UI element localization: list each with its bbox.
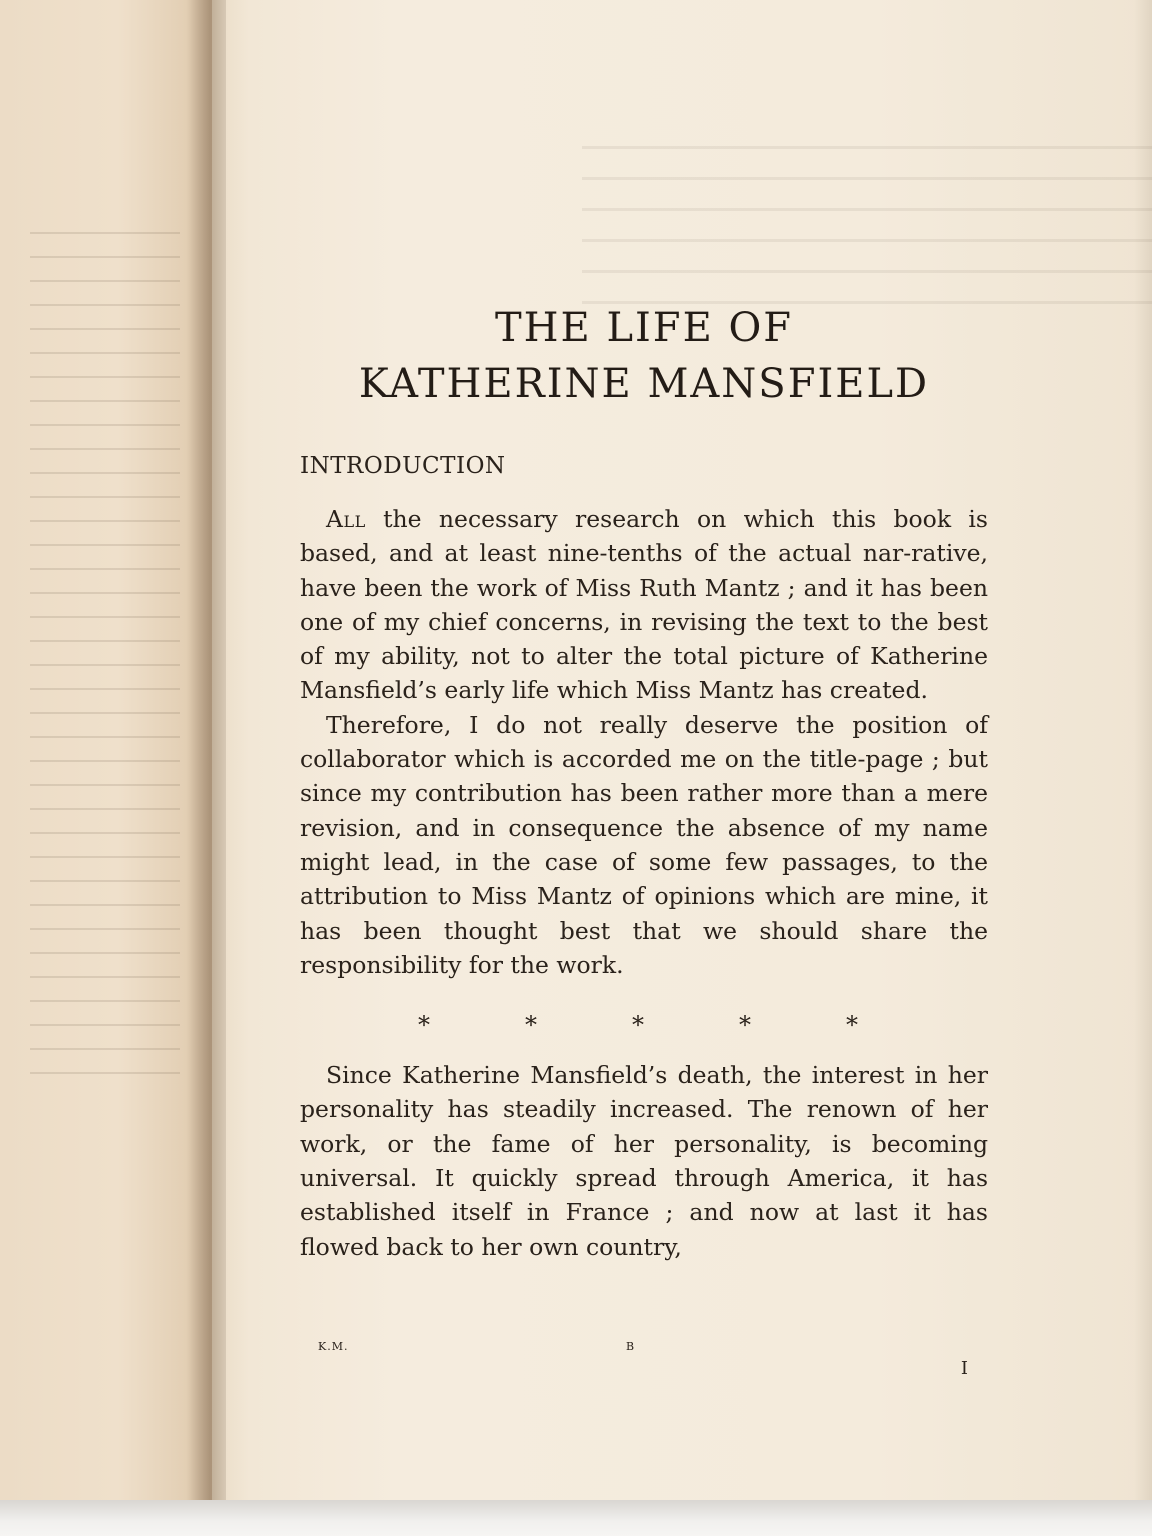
asterisk: * (739, 1011, 751, 1040)
section-heading: INTRODUCTION (300, 453, 506, 479)
paragraph-1 (300, 502, 988, 708)
book-title (300, 300, 988, 412)
asterisk: * (418, 1011, 430, 1040)
left-page (0, 0, 215, 1510)
page-footer (300, 1340, 988, 1400)
asterisk: * (632, 1011, 644, 1040)
title-line-2: KATHERINE MANSFIELD (358, 361, 930, 407)
paragraph-3: Since Katherine Mansfield’s death, the interest in her personality has steadily increased. The renown of her work, or the fame of her personality, is becoming universal. It quickly spread through America, it has established itself in France ; and now at last it has flowed back to her own country, (300, 1061, 988, 1261)
table-surface (0, 1500, 1152, 1536)
left-page-show-through (30, 210, 180, 1090)
asterisk: * (846, 1011, 858, 1040)
section-break-asterisks (418, 1008, 858, 1042)
gutter-shadow (186, 0, 226, 1510)
page-edge-shadow (1134, 0, 1152, 1510)
title-line-1: THE LIFE OF (494, 305, 794, 351)
signature-mark-center: B (626, 1340, 635, 1353)
paragraph-2: Therefore, I do not really deserve the position of collaborator which is accorded me on the title-page ; but since my contribution has been rather more than a mere revision, and in consequence the absence of my name might lead, in the case of some few passages, to the attribution to Miss Mantz of opinions which are mine, it has been thought best that we should share the responsibility for the work. (300, 710, 988, 979)
right-page-show-through (582, 118, 1152, 318)
paragraph-1-lead: All (326, 505, 366, 533)
page-text-block (300, 300, 988, 1264)
asterisk: * (525, 1011, 537, 1040)
page-number: I (960, 1358, 968, 1379)
signature-mark-left: K.M. (318, 1340, 349, 1353)
paragraph-1-body: the necessary research on which this book is based, and at least nine-tenths of the actual nar-rative, have been the work of Miss Ruth Mantz ; and it has been one of my chief concerns, in revising the text to the best of my ability, not to alter the total picture of Katherine Mansfield’s early life which Miss Mantz has created. (300, 505, 988, 705)
